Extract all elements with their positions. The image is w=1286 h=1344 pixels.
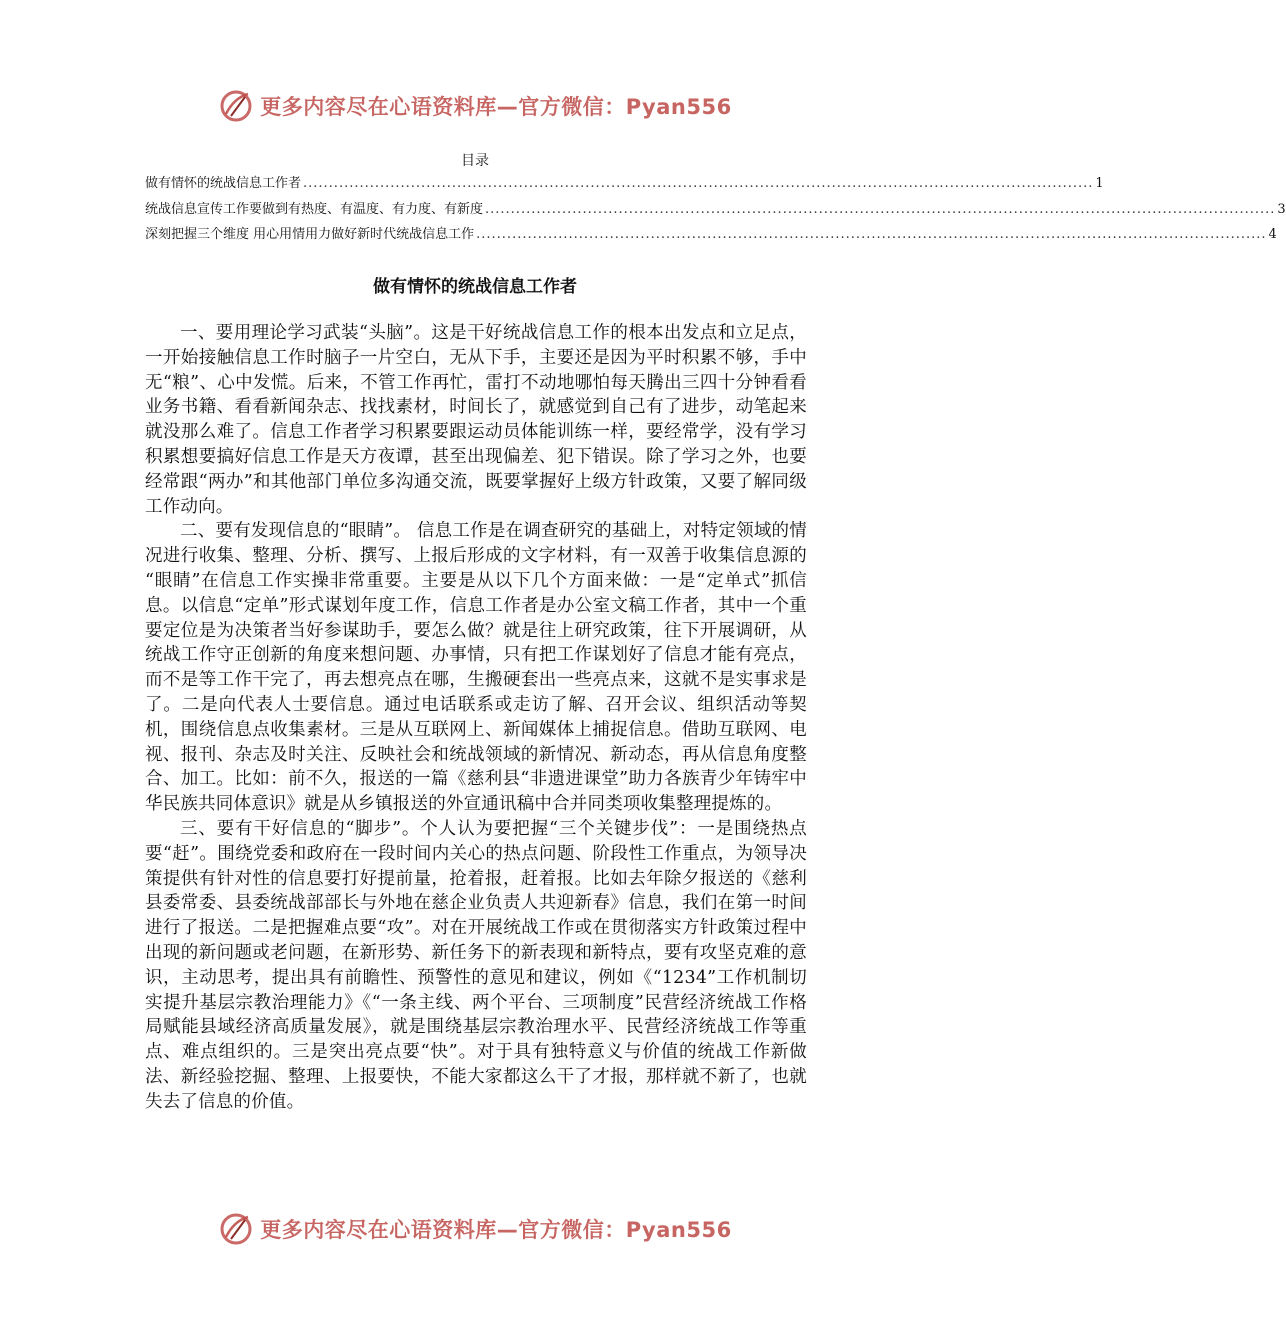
toc-entry-title: 统战信息宣传工作要做到有热度、有温度、有力度、有新度 — [145, 201, 484, 217]
toc-leader-dots: .......................................................................................................................................................... — [476, 227, 1267, 242]
watermark-text: 更多内容尽在心语资料库—官方微信：Pyan556 — [260, 1218, 732, 1242]
toc-entry-title: 做有情怀的统战信息工作者 — [145, 176, 302, 191]
body-paragraph: 三、要有干好信息的“脚步”。个人认为要把握“三个关键步伐”：一是围绕热点要“赶”。围绕党委和政府在一段时间内关心的热点问题、阶段性工作重点，为领导决策提供有针对性的信息要打好提前量，抢着报，赶着报。比如去年除夕报送的《慈利县委常委、县委统战部部长与外地在慈企业负责人共迎新春》信息，我们在第一时间进行了报送。二是把握难点要“攻”。对在开展统战工作或在贯彻落实方针政策过程中出现的新问题或老问题，在新形势、新任务下的新表现和新特点，要有攻坚克难的意识，主动思考，提出具有前瞻性、预警性的意见和建议，例如《“1234”工作机制切实提升基层宗教治理能力》《“一条主线、两个平台、三项制度”民营经济统战工作格局赋能县域经济高质量发展》，就是围绕基层宗教治理水平、民营经济统战工作等重点、难点组织的。三是突出亮点要“快”。对于具有独特意义与价值的统战工作新做法、新经验挖掘、整理、上报要快，不能大家都这么干了才报，那样就不新了，也就失去了信息的价值。 — [145, 818, 807, 1112]
table-of-contents — [145, 174, 1286, 251]
header-watermark-banner — [0, 84, 950, 128]
toc-entry[interactable] — [145, 200, 1286, 226]
toc-entry-page: 1 — [1095, 176, 1104, 191]
pen-swirl-logo-icon — [218, 1211, 254, 1247]
article-body — [145, 321, 807, 1115]
body-paragraph: 二、要有发现信息的“眼睛”。 信息工作是在调查研究的基础上，对特定领域的情况进行收集、整理、分析、撰写、上报后形成的文字材料，有一双善于收集信息源的 “眼睛”在信息工作实操非常重要。主要是从以下几个方面来做：一是“定单式”抓信息。以信息“定单”形式谋划年度工作，信息工作者是办公室文稿工作者，其中一个重要定位是为决策者当好参谋助手，要怎么做？就是往上研究政策，往下开展调研，从统战工作守正创新的角度来想问题、办事情，只有把工作谋划好了信息才能有亮点，而不是等工作干完了，再去想亮点在哪，生搬硬套出一些亮点来，这就不是实事求是了。二是向代表人士要信息。通过电话联系或走访了解、召开会议、组织活动等契机，围绕信息点收集素材。三是从互联网上、新闻媒体上捕捉信息。借助互联网、电视、报刊、杂志及时关注、反映社会和统战领域的新情况、新动态，再从信息角度整合、加工。比如：前不久，报送的一篇《慈利县“非遗进课堂”助力各族青少年铸牢中华民族共同体意识》就是从乡镇报送的外宣通讯稿中合并同类项收集整理提炼的。 — [145, 521, 807, 815]
watermark-text: 更多内容尽在心语资料库—官方微信：Pyan556 — [260, 95, 732, 119]
toc-leader-dots: .......................................................................................................................................................... — [485, 201, 1276, 217]
body-paragraph: 一、要用理论学习武装“头脑”。这是干好统战信息工作的根本出发点和立足点，一开始接触信息工作时脑子一片空白，无从下手，主要还是因为平时积累不够，手中无“粮”、心中发慌。后来，不管工作再忙，雷打不动地哪怕每天腾出三四十分钟看看业务书籍、看看新闻杂志、找找素材，时间长了，就感觉到自己有了进步，动笔起来就没那么难了。信息工作者学习积累要跟运动员体能训练一样，要经常学，没有学习积累想要搞好信息工作是天方夜谭，甚至出现偏差、犯下错误。除了学习之外，也要经常跟“两办”和其他部门单位多沟通交流，既要掌握好上级方针政策，又要了解同级工作动向。 — [145, 323, 807, 517]
article-title: 做有情怀的统战信息工作者 — [373, 277, 577, 297]
toc-entry-page: 4 — [1268, 227, 1277, 242]
toc-entry[interactable] — [145, 225, 1277, 251]
pen-swirl-logo-icon — [218, 88, 254, 124]
toc-entry-page: 3 — [1277, 201, 1286, 217]
footer-watermark-banner — [0, 1207, 950, 1251]
toc-heading: 目录 — [461, 153, 489, 169]
toc-entry-title: 深刻把握三个维度 用心用情用力做好新时代统战信息工作 — [145, 227, 475, 242]
toc-leader-dots: .......................................................................................................................................................... — [303, 176, 1094, 191]
toc-entry[interactable] — [145, 174, 1104, 200]
